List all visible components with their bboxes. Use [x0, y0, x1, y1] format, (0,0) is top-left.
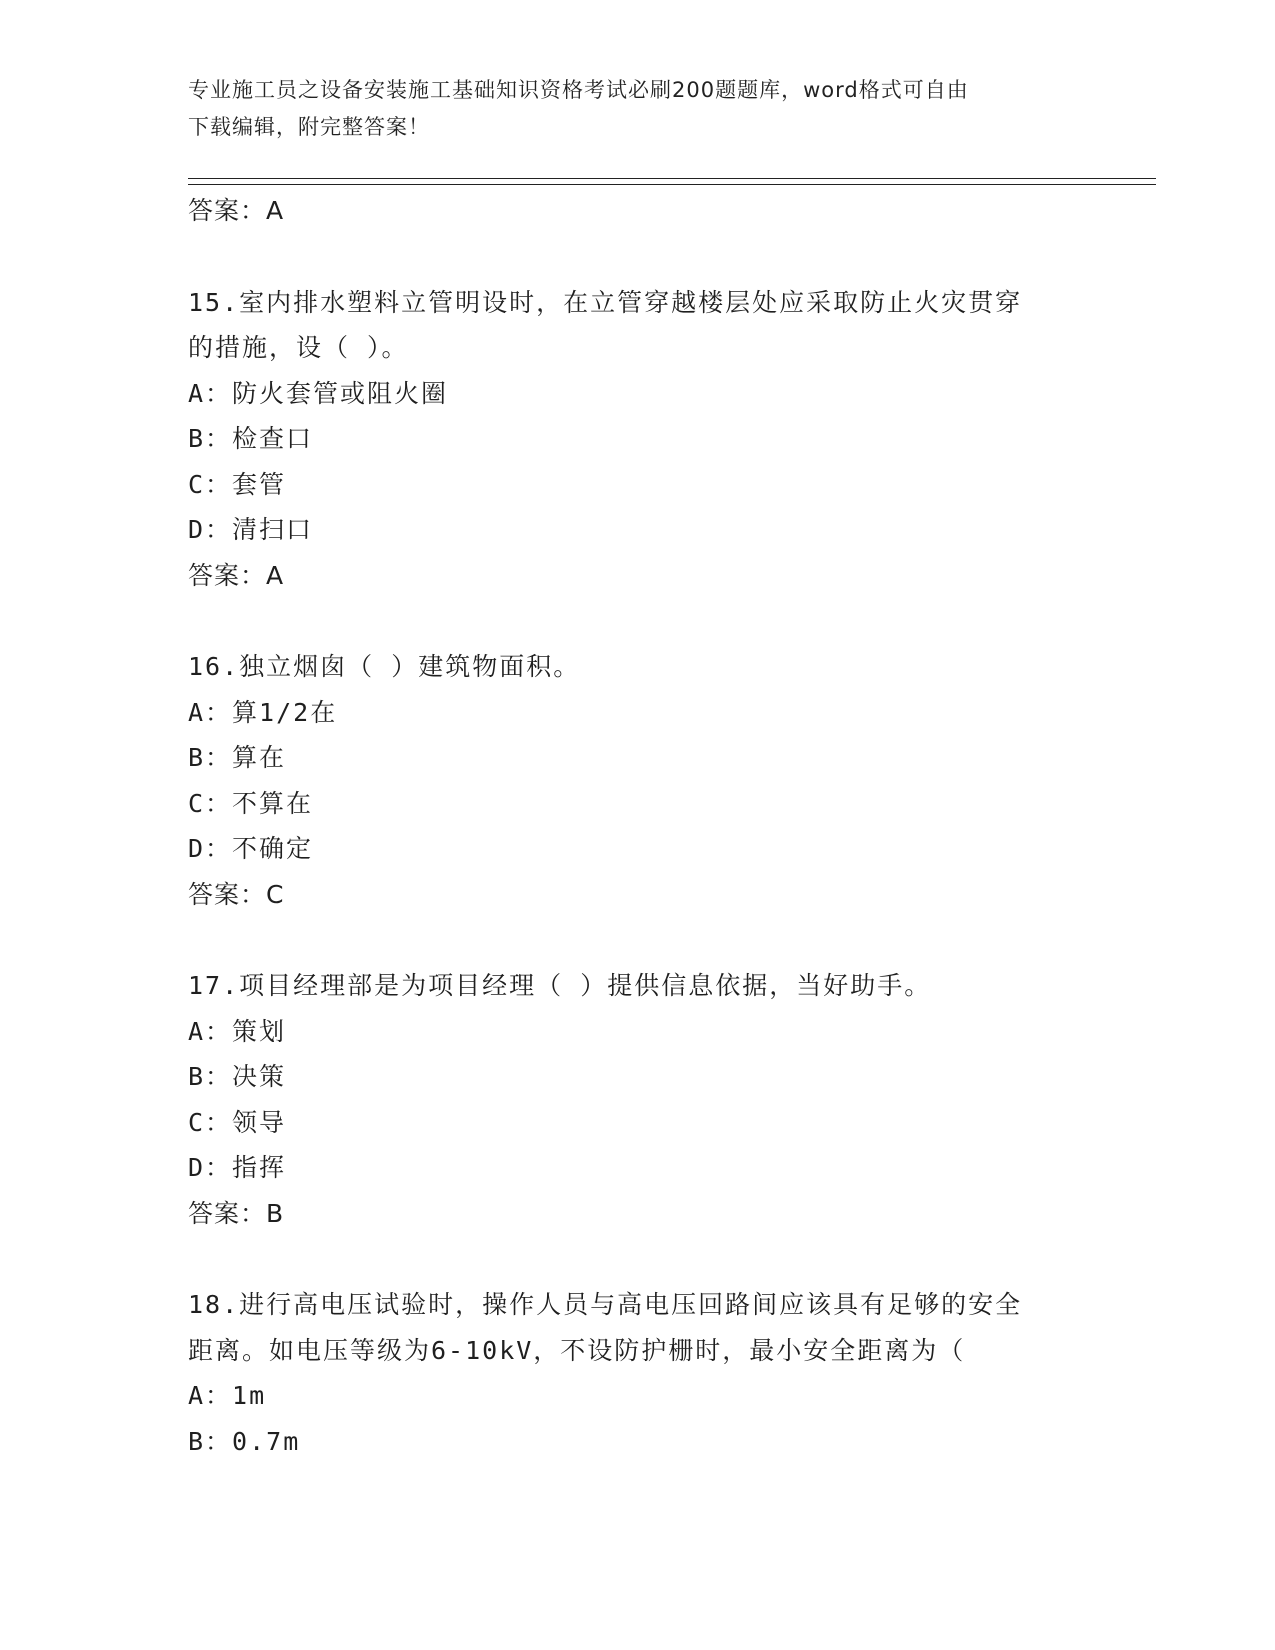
option-c: C：不算在 [188, 788, 314, 818]
header-title-line-2: 下载编辑，附完整答案！ [188, 115, 430, 139]
option-a: A：算1/2在 [188, 697, 338, 727]
answer-line: 答案：C [188, 879, 285, 909]
header-divider-bottom [188, 184, 1156, 185]
option-d: D：不确定 [188, 834, 314, 863]
option-c: C：套管 [188, 469, 287, 499]
question-block-17 [188, 963, 1088, 1236]
question-stem: 16.独立烟囱（ ）建筑物面积。 [188, 652, 581, 681]
option-a: A：1m [188, 1381, 267, 1410]
question-block-16 [188, 644, 1088, 917]
option-a: A：策划 [188, 1016, 287, 1046]
option-a: A：防火套管或阻火圈 [188, 378, 449, 408]
answer-line: 答案：A [188, 196, 285, 225]
header-divider-top [188, 178, 1156, 179]
option-d: D：指挥 [188, 1153, 287, 1182]
question-stem: 18.进行高电压试验时，操作人员与高电压回路间应该具有足够的安全 [188, 1290, 1023, 1319]
answer-line: 答案：B [188, 1198, 285, 1228]
spacer [188, 917, 1088, 963]
spacer [188, 234, 1088, 280]
question-content [188, 188, 1088, 1464]
question-stem: 15.室内排水塑料立管明设时，在立管穿越楼层处应采取防止火灾贯穿 [188, 287, 1023, 317]
option-b: B：0.7m [188, 1426, 301, 1456]
spacer [188, 1236, 1088, 1282]
spacer [188, 598, 1088, 644]
answer-line: 答案：A [188, 560, 285, 590]
header-title-line-1: 专业施工员之设备安装施工基础知识资格考试必刷200题题库，word格式可自由 [188, 78, 969, 102]
option-b: B：算在 [188, 743, 287, 772]
question-block-18 [188, 1282, 1088, 1464]
question-stem: 17.项目经理部是为项目经理（ ）提供信息依据，当好助手。 [188, 971, 932, 1000]
question-stem: 距离。如电压等级为6-10kV，不设防护栅时，最小安全距离为（ [188, 1335, 966, 1365]
question-stem: 的措施，设（ ）。 [188, 333, 409, 362]
option-c: C：领导 [188, 1107, 287, 1137]
option-b: B：检查口 [188, 424, 314, 453]
document-header [188, 72, 1068, 146]
option-d: D：清扫口 [188, 515, 314, 544]
question-block-15 [188, 280, 1088, 599]
option-b: B：决策 [188, 1062, 287, 1091]
